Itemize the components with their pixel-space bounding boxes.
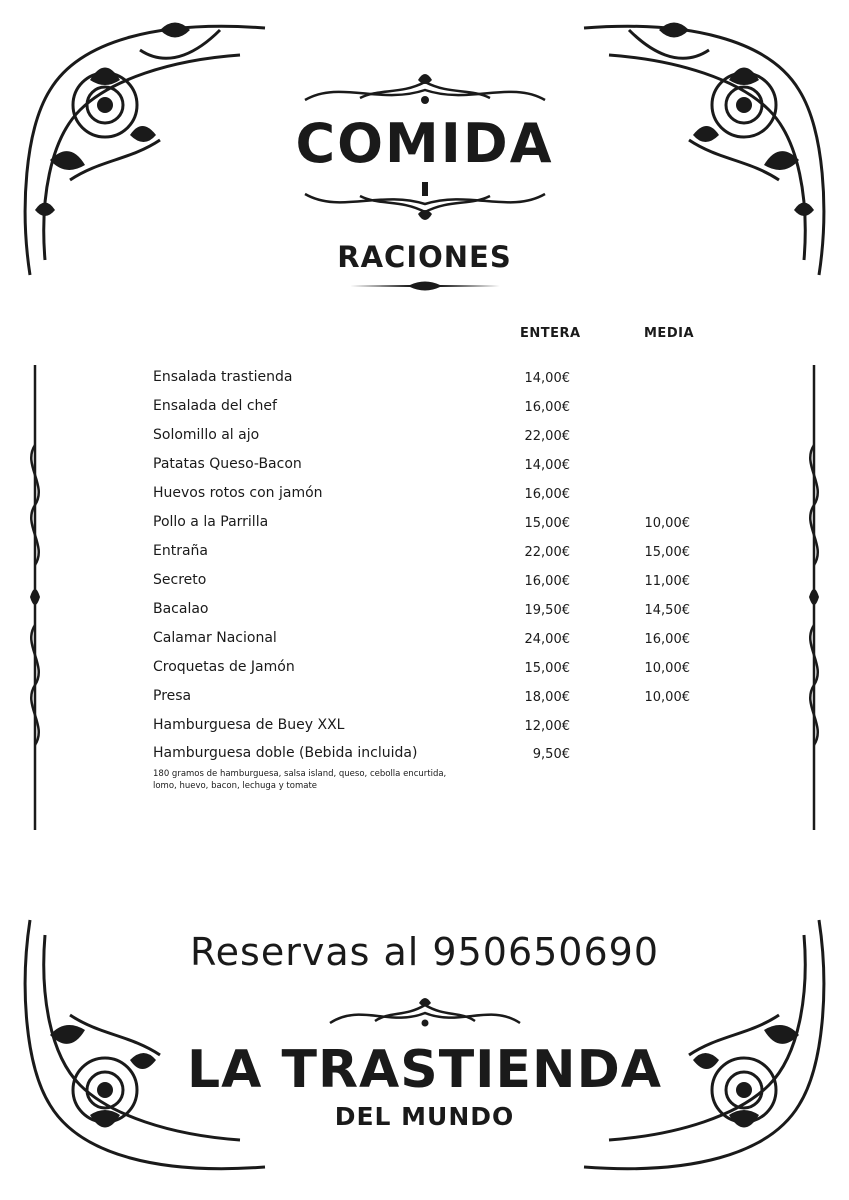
price-entera: 16,00€ xyxy=(524,400,570,415)
item-name: Pollo a la Parrilla xyxy=(153,514,269,530)
flourish-below-title xyxy=(300,182,550,224)
price-entera: 14,00€ xyxy=(524,371,570,386)
price-media: 11,00€ xyxy=(644,574,690,589)
item-name: Hamburguesa de Buey XXL xyxy=(153,717,345,733)
brand-name: LA TRASTIENDA xyxy=(187,1040,662,1100)
menu-item xyxy=(0,572,849,601)
menu-item xyxy=(0,398,849,427)
price-entera: 15,00€ xyxy=(524,516,570,531)
price-entera: 15,00€ xyxy=(524,661,570,676)
price-media: 16,00€ xyxy=(644,632,690,647)
price-media: 10,00€ xyxy=(644,516,690,531)
menu-item xyxy=(0,659,849,688)
price-media: 15,00€ xyxy=(644,545,690,560)
column-header-media: MEDIA xyxy=(644,326,695,341)
divider-under-section xyxy=(350,280,500,292)
price-entera: 12,00€ xyxy=(524,719,570,734)
item-name: Bacalao xyxy=(153,601,209,617)
price-media: 10,00€ xyxy=(644,690,690,705)
page-title: COMIDA xyxy=(295,112,554,175)
item-name: Ensalada del chef xyxy=(153,398,277,414)
price-entera: 22,00€ xyxy=(524,545,570,560)
flourish-above-brand xyxy=(325,995,525,1033)
item-name: Entraña xyxy=(153,543,208,559)
item-name: Huevos rotos con jamón xyxy=(153,485,323,501)
item-name: Hamburguesa doble (Bebida incluida) xyxy=(153,745,418,761)
item-name: Calamar Nacional xyxy=(153,630,277,646)
menu-item xyxy=(0,717,849,746)
price-media: 14,50€ xyxy=(644,603,690,618)
price-entera: 24,00€ xyxy=(524,632,570,647)
price-entera: 14,00€ xyxy=(524,458,570,473)
price-entera: 16,00€ xyxy=(524,574,570,589)
item-name: Presa xyxy=(153,688,192,704)
item-name: Ensalada trastienda xyxy=(153,369,293,385)
menu-item xyxy=(0,369,849,398)
menu-item xyxy=(0,543,849,572)
menu-item xyxy=(0,630,849,659)
item-description: 180 gramos de hamburguesa, salsa island, queso, cebolla encurtida, lomo, huevo, bacon, lechuga y tomate xyxy=(153,769,447,791)
item-name: Patatas Queso-Bacon xyxy=(153,456,302,472)
item-name: Secreto xyxy=(153,572,207,588)
price-entera: 9,50€ xyxy=(532,747,570,762)
menu-item xyxy=(0,456,849,485)
price-entera: 18,00€ xyxy=(524,690,570,705)
price-media: 10,00€ xyxy=(644,661,690,676)
column-header-entera: ENTERA xyxy=(520,326,581,341)
item-name: Solomillo al ajo xyxy=(153,427,260,443)
menu-item xyxy=(0,427,849,456)
item-name: Croquetas de Jamón xyxy=(153,659,295,675)
reservation-phone: Reservas al 950650690 xyxy=(189,930,660,974)
menu-item xyxy=(0,688,849,717)
brand-subtitle: DEL MUNDO xyxy=(334,1102,515,1131)
price-entera: 16,00€ xyxy=(524,487,570,502)
price-entera: 19,50€ xyxy=(524,603,570,618)
menu-item xyxy=(0,601,849,630)
price-entera: 22,00€ xyxy=(524,429,570,444)
menu-item xyxy=(0,514,849,543)
section-title: RACIONES xyxy=(337,240,512,274)
flourish-above-title xyxy=(300,70,550,110)
menu-item xyxy=(0,485,849,514)
